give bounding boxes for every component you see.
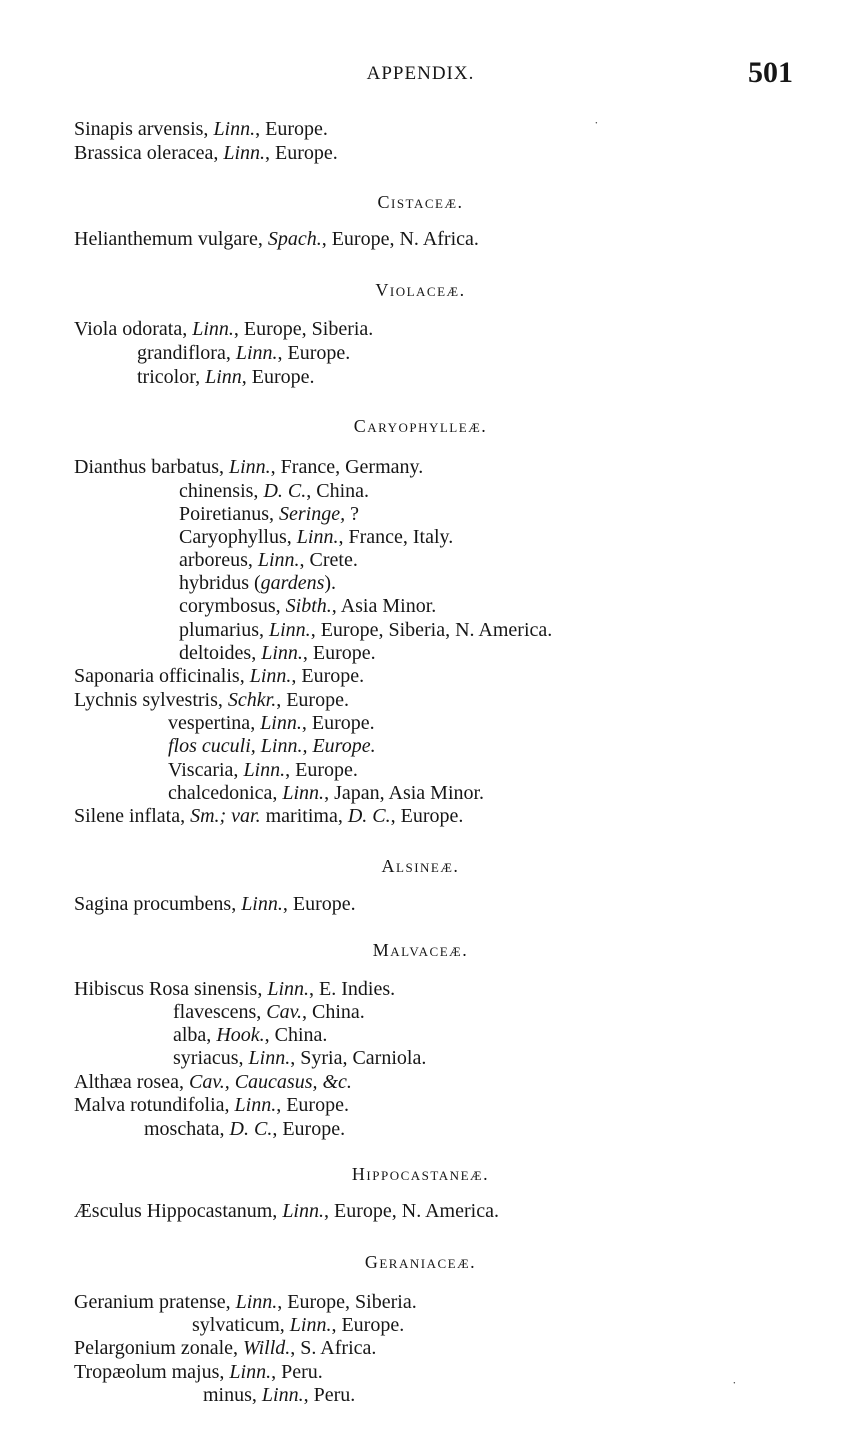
entry-italic-text: flos cuculi, <box>168 735 261 757</box>
entry-text: , Syria, Carniola. <box>290 1047 427 1069</box>
entry-text: , Europe. <box>272 1118 346 1140</box>
entry-italic-text: Linn. <box>261 1384 304 1406</box>
species-entry <box>179 572 336 595</box>
species-entry <box>74 978 395 1001</box>
entry-italic-text: Linn. <box>235 1291 278 1313</box>
entry-italic-text: D. C. <box>229 1118 273 1140</box>
species-entry <box>74 318 373 341</box>
family-heading: Violaceæ. <box>375 280 466 300</box>
species-entry <box>168 782 484 805</box>
entry-text: grandiflora, <box>137 342 236 364</box>
entry-text: Sinapis arvensis, <box>74 118 214 140</box>
entry-text: Hibiscus Rosa sinensis, <box>74 978 268 1000</box>
entry-italic-text: Spach. <box>267 228 322 250</box>
entry-italic-text: Linn. <box>243 759 286 781</box>
species-entry <box>137 342 350 365</box>
entry-text: , Peru. <box>271 1361 323 1383</box>
entry-text: , Europe. <box>277 342 351 364</box>
entry-text: , France, Germany. <box>270 456 424 478</box>
print-speck: ˙ <box>594 120 599 135</box>
entry-text: Poiretianus, <box>179 503 279 525</box>
species-entry <box>179 619 552 642</box>
entry-text: arboreus, <box>179 549 258 571</box>
species-entry <box>179 526 453 549</box>
entry-italic-text: Linn. <box>213 118 256 140</box>
entry-text: , Europe, N. America. <box>324 1200 499 1222</box>
entry-text: , Europe, Siberia. <box>233 318 374 340</box>
entry-italic-text: Seringe, <box>279 503 346 525</box>
entry-italic-text: Cav. <box>188 1071 225 1093</box>
entry-text: ? <box>345 503 359 525</box>
entry-text: alba, <box>173 1024 217 1046</box>
species-entry <box>179 642 376 665</box>
entry-text: , Europe. <box>255 118 328 140</box>
species-entry <box>74 1200 499 1223</box>
entry-text: Lychnis sylvestris, <box>74 689 228 711</box>
entry-text: , China. <box>306 480 370 502</box>
entry-text: , Europe. <box>301 712 375 734</box>
entry-text: Saponaria officinalis, <box>74 665 250 687</box>
entry-italic-text: Cav. <box>266 1001 303 1023</box>
entry-text: , China. <box>302 1001 365 1023</box>
entry-text: , Europe. <box>282 893 356 915</box>
entry-italic-text: Linn. <box>241 893 283 915</box>
entry-text: , Japan, Asia Minor. <box>324 782 485 804</box>
species-entry <box>74 1337 376 1360</box>
entry-text: , Asia Minor. <box>331 595 437 617</box>
entry-text: Tropæolum majus, <box>74 1361 230 1383</box>
entry-text: Brassica oleracea, <box>74 142 224 164</box>
entry-text: chinensis, <box>179 480 264 502</box>
entry-text: minus, <box>203 1384 262 1406</box>
species-entry <box>144 1118 345 1141</box>
species-entry <box>203 1384 355 1407</box>
entry-text: Silene inflata, <box>74 805 191 827</box>
species-entry <box>74 118 328 141</box>
species-entry <box>173 1001 365 1024</box>
species-entry <box>74 893 356 916</box>
species-entry <box>74 142 338 165</box>
entry-text: sylvaticum, <box>192 1314 290 1336</box>
entry-text: Malva rotundifolia, <box>74 1094 235 1116</box>
entry-text: , Europe, Siberia. <box>277 1291 417 1313</box>
family-heading: Caryophylleæ. <box>353 416 488 436</box>
print-speck: ˙ <box>732 1380 737 1395</box>
entry-text: hybridus ( <box>179 572 261 594</box>
entry-text: deltoides, <box>179 642 262 664</box>
entry-italic-text: gardens <box>260 572 325 594</box>
entry-text: Caryophyllus, <box>179 526 297 548</box>
entry-italic-text: D. C. <box>347 805 391 827</box>
entry-text: chalcedonica, <box>168 782 283 804</box>
entry-text: Æsculus Hippocastanum, <box>74 1200 283 1222</box>
entry-italic-text: Linn. <box>228 456 271 478</box>
entry-italic-text: Linn. <box>235 342 278 364</box>
entry-text: Dianthus barbatus, <box>74 456 229 478</box>
entry-text: , China. <box>264 1024 328 1046</box>
family-heading: Alsineæ. <box>381 856 460 876</box>
entry-italic-text: Linn. <box>248 1047 291 1069</box>
entry-italic-text: , Europe. <box>302 735 376 757</box>
entry-text: ). <box>324 572 337 594</box>
entry-text: , Europe, Siberia, N. America. <box>310 619 553 641</box>
entry-italic-text: Linn. <box>234 1094 277 1116</box>
entry-text: , S. Africa. <box>290 1337 377 1359</box>
entry-italic-text: Linn. <box>192 318 234 340</box>
species-entry <box>179 549 358 572</box>
entry-text: , Europe. <box>390 805 464 827</box>
entry-italic-text: Willd. <box>243 1337 291 1359</box>
family-heading: Cistaceæ. <box>377 192 464 212</box>
family-heading: Hippocastaneæ. <box>351 1164 490 1184</box>
entry-text: syriacus, <box>173 1047 249 1069</box>
species-entry <box>74 1291 417 1314</box>
entry-text: corymbosus, <box>179 595 286 617</box>
entry-text: Viola odorata, <box>74 318 193 340</box>
species-entry <box>74 1071 352 1094</box>
species-entry <box>179 595 436 618</box>
entry-italic-text: Linn. <box>223 142 266 164</box>
entry-text: Helianthemum vulgare, <box>74 228 268 250</box>
entry-text: moschata, <box>144 1118 230 1140</box>
entry-text: , E. Indies. <box>309 978 396 1000</box>
species-entry <box>173 1047 426 1070</box>
species-entry <box>179 480 369 503</box>
entry-italic-text: Linn. <box>229 1361 272 1383</box>
family-heading: Malvaceæ. <box>372 940 469 960</box>
species-entry <box>168 759 358 782</box>
entry-italic-text: Linn <box>205 366 242 388</box>
entry-text: , France, Italy. <box>338 526 454 548</box>
entry-italic-text: Linn. <box>267 978 310 1000</box>
entry-text: , Europe. <box>291 665 365 687</box>
entry-text: flavescens, <box>173 1001 267 1023</box>
species-entry <box>168 735 376 758</box>
entry-text: maritima, <box>260 805 348 827</box>
page-header-title: APPENDIX. <box>366 63 475 84</box>
entry-italic-text: Linn. <box>296 526 339 548</box>
species-entry <box>192 1314 404 1337</box>
entry-italic-text: Linn. <box>249 665 292 687</box>
species-entry <box>74 805 463 828</box>
species-entry <box>74 689 349 712</box>
entry-text: Althæa rosea, <box>74 1071 189 1093</box>
species-entry <box>173 1024 327 1047</box>
entry-italic-text: Sibth. <box>285 595 332 617</box>
entry-text: Pelargonium zonale, <box>74 1337 244 1359</box>
entry-text: , Europe. <box>265 142 338 164</box>
entry-text: , Europe. <box>276 689 349 711</box>
species-entry <box>74 1361 323 1384</box>
entry-italic-text: Linn. <box>282 1200 324 1222</box>
species-entry <box>74 456 423 479</box>
entry-italic-text: Linn. <box>289 1314 332 1336</box>
entry-text: , Europe. <box>331 1314 405 1336</box>
species-entry <box>168 712 375 735</box>
page-number: 501 <box>748 56 793 89</box>
species-entry <box>74 665 364 688</box>
entry-text: Sagina procumbens, <box>74 893 242 915</box>
entry-italic-text: Linn. <box>260 735 303 757</box>
entry-text: , Europe, N. Africa. <box>321 228 479 250</box>
entry-italic-text: Sm.; var. <box>190 805 261 827</box>
entry-text: , Europe. <box>276 1094 349 1116</box>
entry-text: vespertina, <box>168 712 261 734</box>
entry-text: , Europe. <box>302 642 376 664</box>
entry-italic-text: Schkr. <box>227 689 277 711</box>
entry-italic-text: Linn. <box>257 549 300 571</box>
entry-italic-text: Linn. <box>282 782 325 804</box>
entry-text: Geranium pratense, <box>74 1291 236 1313</box>
species-entry <box>179 503 359 526</box>
entry-italic-text: D. C. <box>263 480 307 502</box>
entry-italic-text: Linn. <box>260 712 302 734</box>
family-heading: Geraniaceæ. <box>364 1252 477 1272</box>
entry-text: , Peru. <box>303 1384 356 1406</box>
entry-text: plumarius, <box>179 619 269 641</box>
entry-text: tricolor, <box>137 366 206 388</box>
entry-text: , Crete. <box>299 549 358 571</box>
species-entry <box>137 366 315 389</box>
species-entry <box>74 1094 349 1117</box>
entry-text: , Europe. <box>241 366 315 388</box>
entry-italic-text: Hook. <box>216 1024 265 1046</box>
entry-text: Viscaria, <box>168 759 244 781</box>
entry-text: , Europe. <box>285 759 358 781</box>
entry-italic-text: , Caucasus, &c. <box>224 1071 352 1093</box>
entry-italic-text: Linn. <box>261 642 303 664</box>
entry-italic-text: Linn. <box>269 619 311 641</box>
species-entry <box>74 228 479 251</box>
